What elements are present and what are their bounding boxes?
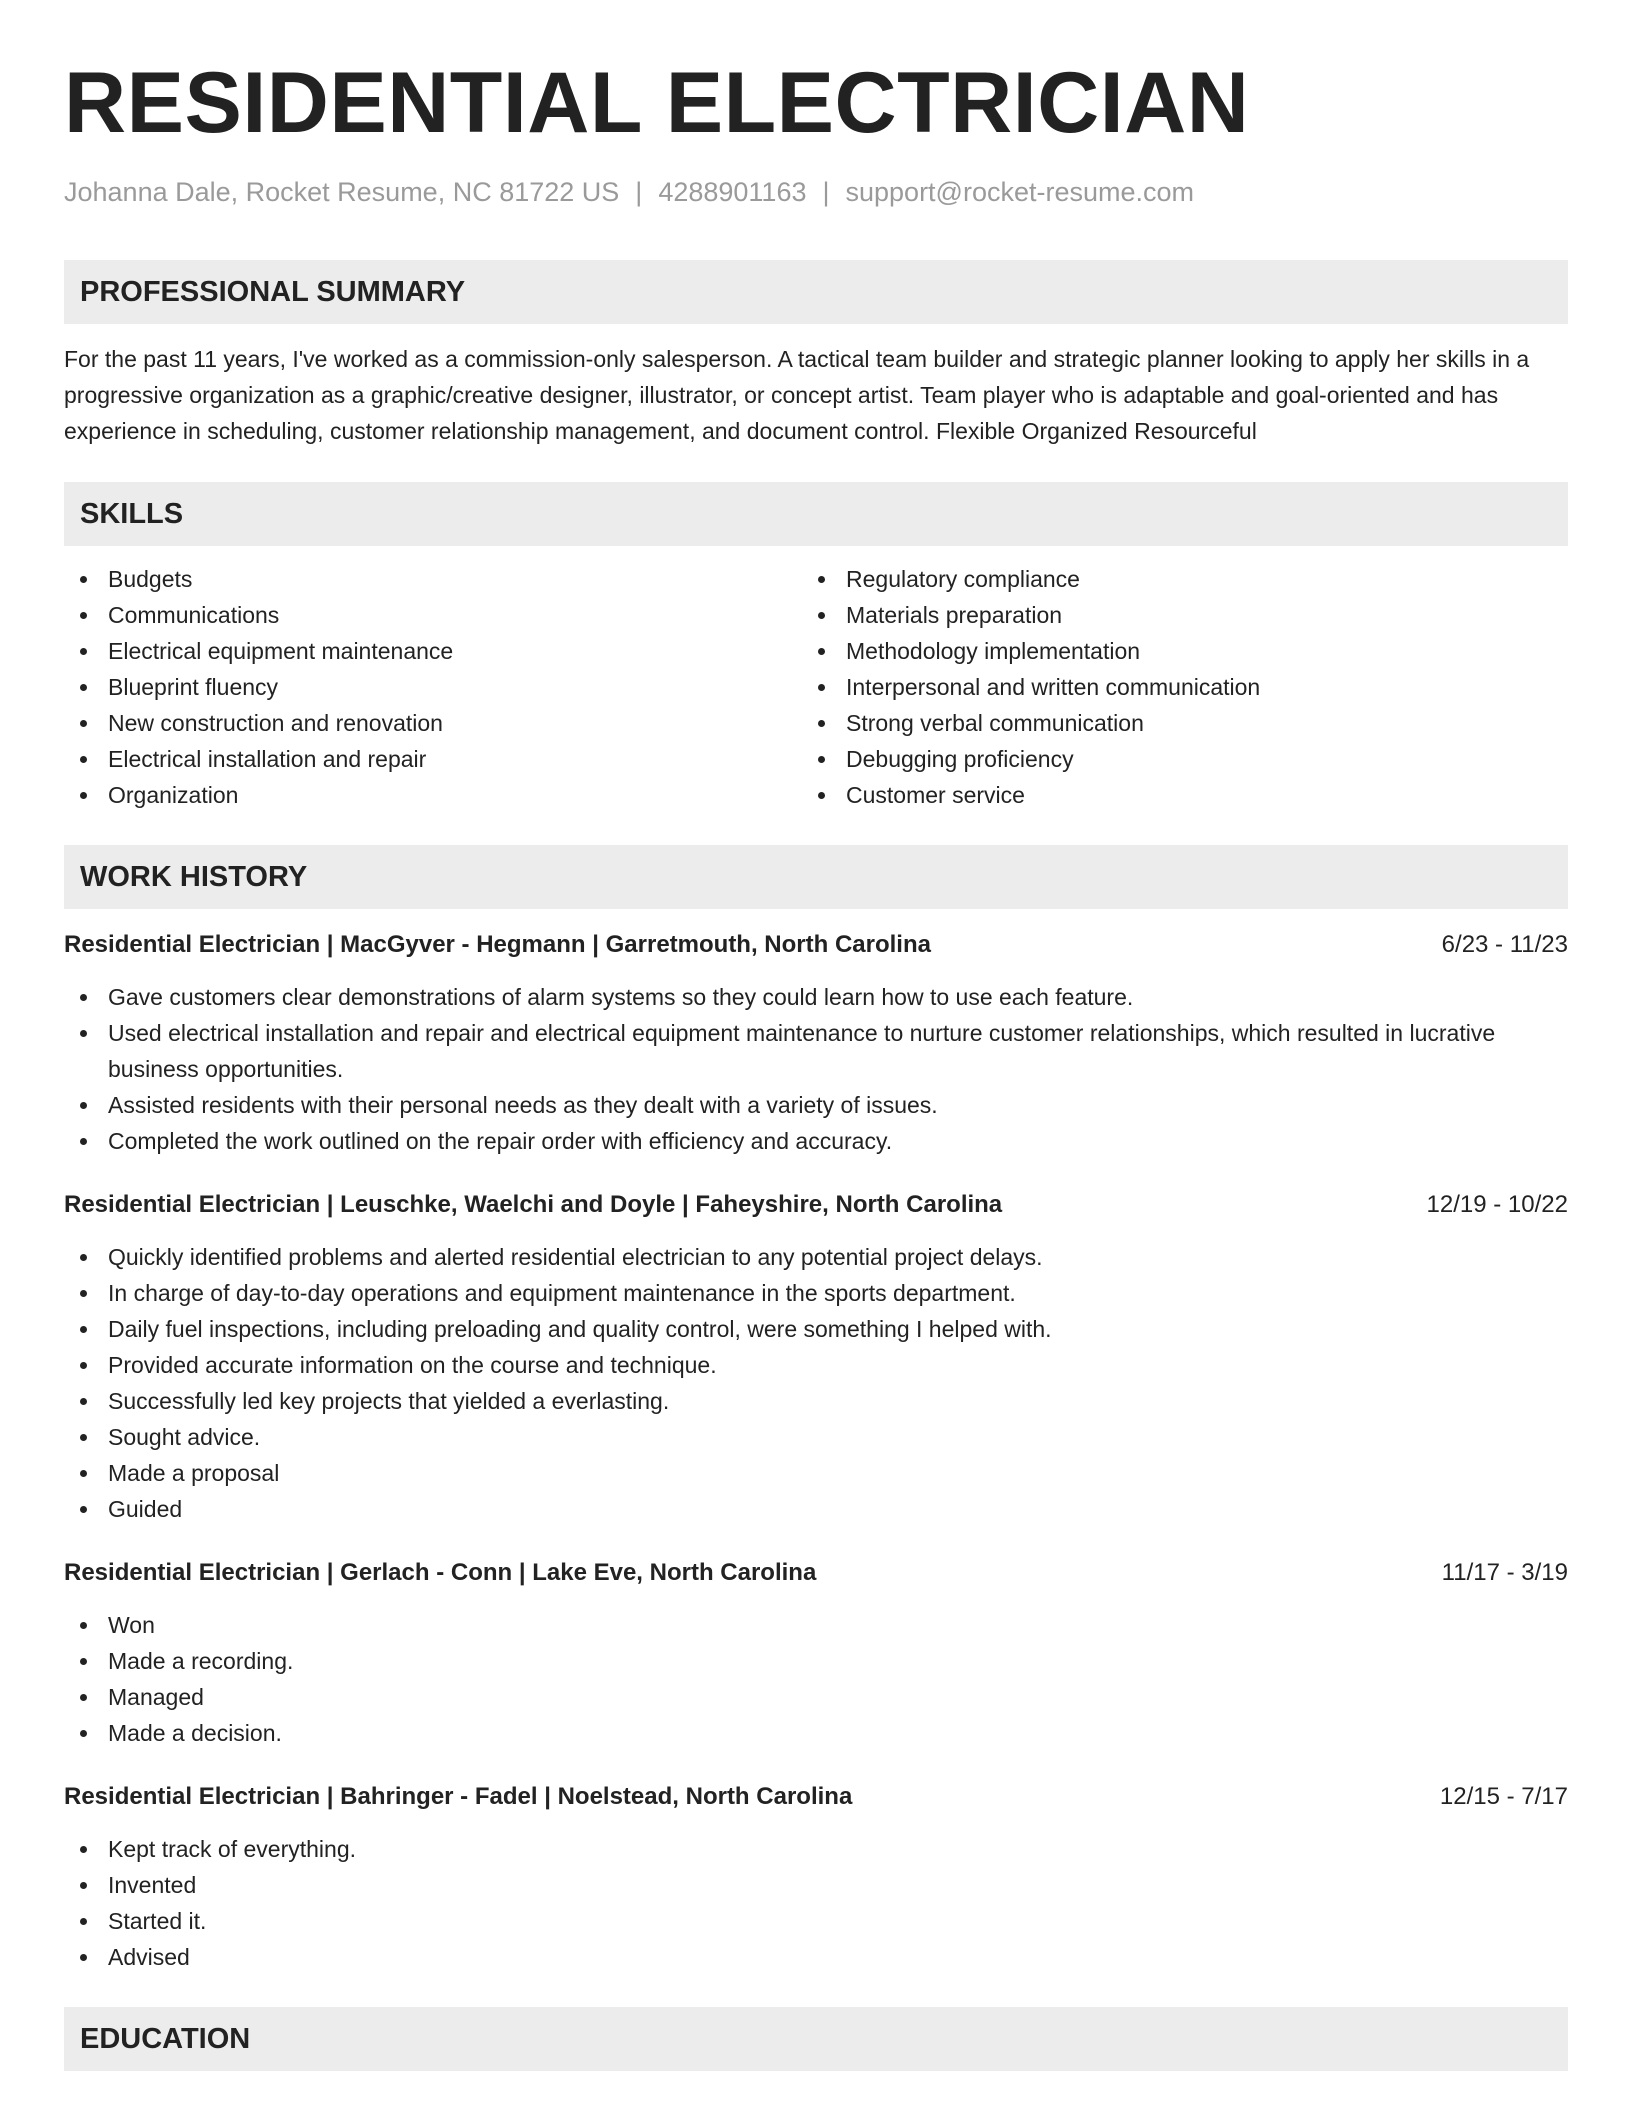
- contact-phone: 4288901163: [658, 177, 807, 207]
- job-bullet: Won: [64, 1607, 1568, 1643]
- job-bullet: Used electrical installation and repair and electrical equipment maintenance to nurture customer relationships, which resulted in lucrative business opportunities.: [64, 1015, 1568, 1087]
- skill-item: Strong verbal communication: [802, 705, 1540, 741]
- skill-item: Materials preparation: [802, 597, 1540, 633]
- job-title: Residential Electrician | Leuschke, Waelchi and Doyle | Faheyshire, North Carolina: [64, 1191, 1003, 1219]
- job-bullet: Provided accurate information on the course and technique.: [64, 1347, 1568, 1383]
- job-bullet: In charge of day-to-day operations and equipment maintenance in the sports department.: [64, 1275, 1568, 1311]
- section-header-work-history: WORK HISTORY: [64, 845, 1568, 909]
- job-bullet: Guided: [64, 1491, 1568, 1527]
- section-header-skills: SKILLS: [64, 482, 1568, 546]
- job-bullet: Managed: [64, 1679, 1568, 1715]
- job-entry: [64, 1557, 1568, 1751]
- job-bullet: Advised: [64, 1939, 1568, 1975]
- skill-item: Blueprint fluency: [64, 669, 802, 705]
- job-bullet: Quickly identified problems and alerted residential electrician to any potential project delays.: [64, 1239, 1568, 1275]
- skill-item: Methodology implementation: [802, 633, 1540, 669]
- contact-separator: |: [822, 177, 830, 207]
- contact-email: support@rocket-resume.com: [845, 177, 1195, 207]
- skills-list: [64, 561, 1568, 813]
- job-bullet: Sought advice.: [64, 1419, 1568, 1455]
- skill-item: Electrical equipment maintenance: [64, 633, 802, 669]
- job-bullet: Assisted residents with their personal needs as they dealt with a variety of issues.: [64, 1087, 1568, 1123]
- job-entry: [64, 1189, 1568, 1527]
- job-bullet: Made a proposal: [64, 1455, 1568, 1491]
- job-dates: 11/17 - 3/19: [1441, 1559, 1568, 1587]
- skill-item: Electrical installation and repair: [64, 741, 802, 777]
- job-header: [64, 1189, 1568, 1221]
- section-header-education: EDUCATION: [64, 2007, 1568, 2071]
- work-history-list: [64, 929, 1568, 1975]
- job-bullet-list: [64, 1239, 1568, 1527]
- job-bullet-list: [64, 1607, 1568, 1751]
- job-dates: 6/23 - 11/23: [1441, 931, 1568, 959]
- job-title: Residential Electrician | Gerlach - Conn | Lake Eve, North Carolina: [64, 1559, 817, 1587]
- resume-title: RESIDENTIAL ELECTRICIAN: [64, 55, 1250, 151]
- job-dates: 12/19 - 10/22: [1426, 1191, 1568, 1219]
- job-header: [64, 1781, 1568, 1813]
- job-header: [64, 1557, 1568, 1589]
- skills-column-left: [64, 561, 802, 813]
- skill-item: Organization: [64, 777, 802, 813]
- skill-item: Debugging proficiency: [802, 741, 1540, 777]
- job-bullet: Completed the work outlined on the repair order with efficiency and accuracy.: [64, 1123, 1568, 1159]
- job-bullet: Successfully led key projects that yielded a everlasting.: [64, 1383, 1568, 1419]
- job-bullet: Kept track of everything.: [64, 1831, 1568, 1867]
- job-bullet: Started it.: [64, 1903, 1568, 1939]
- job-bullet-list: [64, 1831, 1568, 1975]
- skill-item: Customer service: [802, 777, 1540, 813]
- job-header: [64, 929, 1568, 961]
- summary-text: For the past 11 years, I've worked as a commission-only salesperson. A tactical team builder and strategic planner looking to apply her skills in a progressive organization as a graphic/creative designer, illustrator, or concept artist. Team player who is adaptable and goal-oriented and has experience in scheduling, customer relationship management, and document control. Flexible Organized Resourceful: [64, 346, 1530, 445]
- job-bullet: Made a decision.: [64, 1715, 1568, 1751]
- section-header-summary: PROFESSIONAL SUMMARY: [64, 260, 1568, 324]
- contact-address: Johanna Dale, Rocket Resume, NC 81722 US: [64, 177, 620, 207]
- skills-column-right: [802, 561, 1540, 813]
- skill-item: Interpersonal and written communication: [802, 669, 1540, 705]
- job-bullet: Daily fuel inspections, including preloading and quality control, were something I helped with.: [64, 1311, 1568, 1347]
- skill-item: Regulatory compliance: [802, 561, 1540, 597]
- contact-separator: |: [635, 177, 643, 207]
- job-entry: [64, 929, 1568, 1159]
- job-bullet: Made a recording.: [64, 1643, 1568, 1679]
- job-bullet-list: [64, 979, 1568, 1159]
- skill-item: New construction and renovation: [64, 705, 802, 741]
- contact-line: [64, 176, 1568, 208]
- job-entry: [64, 1781, 1568, 1975]
- job-bullet: Gave customers clear demonstrations of alarm systems so they could learn how to use each feature.: [64, 979, 1568, 1015]
- skill-item: Budgets: [64, 561, 802, 597]
- job-dates: 12/15 - 7/17: [1439, 1783, 1568, 1811]
- skill-item: Communications: [64, 597, 802, 633]
- job-title: Residential Electrician | Bahringer - Fadel | Noelstead, North Carolina: [64, 1783, 853, 1811]
- job-bullet: Invented: [64, 1867, 1568, 1903]
- job-title: Residential Electrician | MacGyver - Hegmann | Garretmouth, North Carolina: [64, 931, 931, 959]
